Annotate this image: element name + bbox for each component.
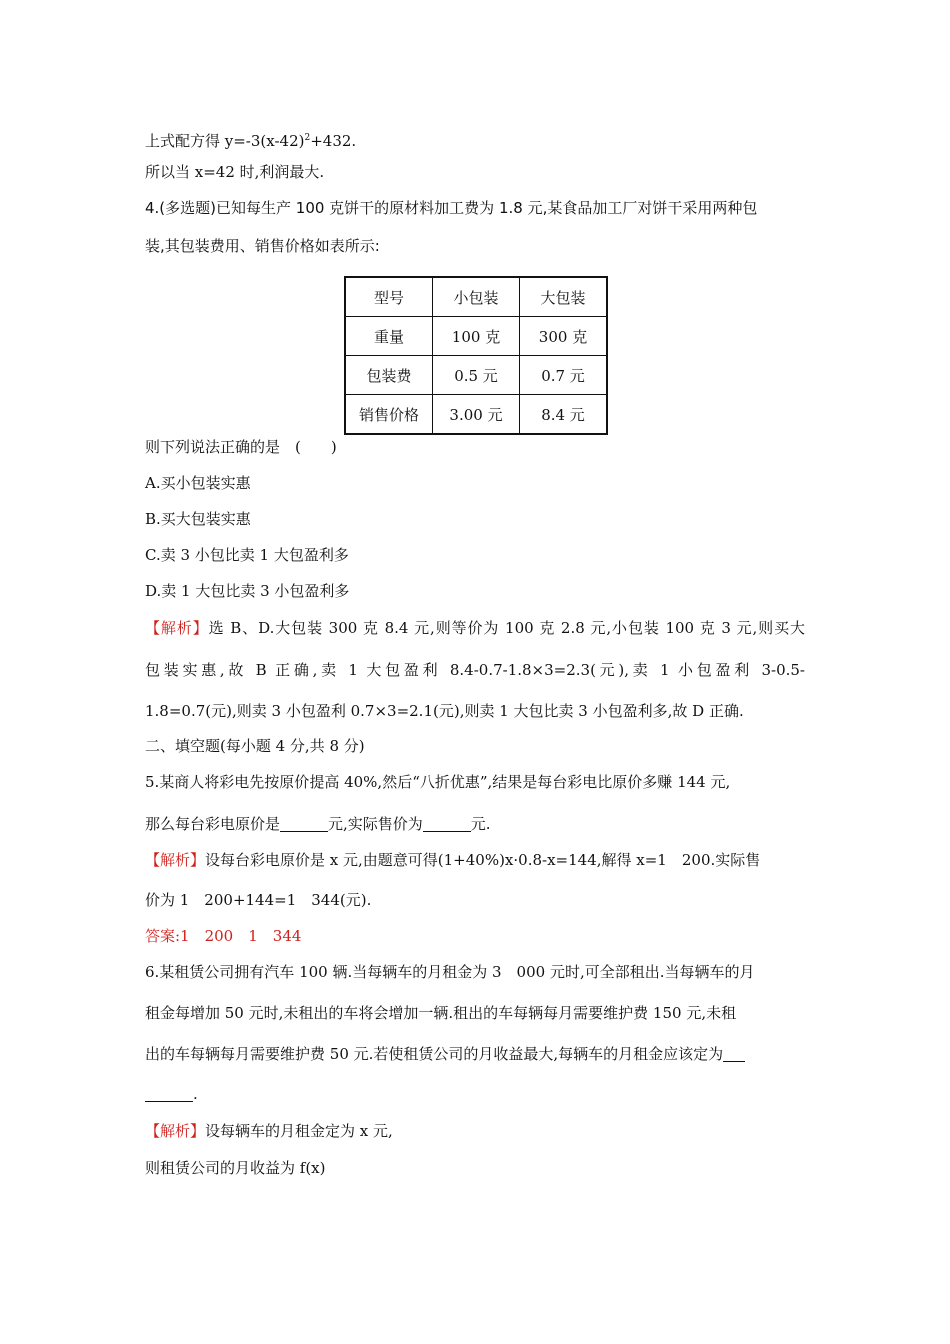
fill-blank bbox=[423, 815, 471, 832]
option-a: A.买小包装实惠 bbox=[145, 474, 251, 492]
table-row bbox=[345, 277, 607, 317]
question-4-stem-cont: 装,其包装费用、销售价格如表所示: bbox=[145, 237, 380, 255]
formula-text: 上式配方得 y=-3(x-42) bbox=[145, 132, 305, 150]
superscript: 2 bbox=[304, 133, 311, 143]
table-cell: 3.00 元 bbox=[433, 395, 520, 435]
text-line: 所以当 x=42 时,利润最大. bbox=[145, 163, 325, 181]
table-cell: 8.4 元 bbox=[520, 395, 608, 435]
solution-4-line: 包装实惠,故 B 正确,卖 1 大包盈利 8.4-0.7-1.8×3=2.3(元),卖 1 小包盈利 3-0.5- bbox=[145, 661, 805, 679]
solution-4-line bbox=[145, 618, 805, 638]
table-cell: 0.5 元 bbox=[433, 356, 520, 395]
solution-6-line bbox=[145, 1121, 393, 1141]
solution-text: 设每辆车的月租金定为 x 元, bbox=[205, 1122, 393, 1140]
jiexi-label: 【解析】 bbox=[145, 1122, 206, 1140]
fill-blank bbox=[723, 1045, 745, 1062]
question-text: 元. bbox=[470, 815, 491, 833]
option-c: C.卖 3 小包比卖 1 大包盈利多 bbox=[145, 546, 349, 564]
table-cell: 型号 bbox=[345, 277, 433, 317]
formula-text: +432. bbox=[310, 132, 357, 150]
table-row bbox=[345, 395, 607, 435]
question-6-stem-cont bbox=[145, 1084, 198, 1104]
question-6-stem-cont bbox=[145, 1044, 745, 1064]
solution-text: 设每台彩电原价是 x 元,由题意可得(1+40%)x·0.8-x=144,解得 x=1 200.实际售 bbox=[205, 851, 761, 869]
table-cell: 重量 bbox=[345, 317, 433, 356]
table-cell: 包装费 bbox=[345, 356, 433, 395]
question-text: 那么每台彩电原价是 bbox=[145, 815, 281, 833]
solution-6-line: 则租赁公司的月收益为 f(x) bbox=[145, 1159, 326, 1177]
solution-5-line: 价为 1 200+144=1 344(元). bbox=[145, 891, 372, 909]
table-cell: 0.7 元 bbox=[520, 356, 608, 395]
question-text: 元,实际售价为 bbox=[328, 815, 423, 833]
table-row bbox=[345, 356, 607, 395]
solution-5-line bbox=[145, 850, 760, 870]
question-5-stem-cont bbox=[145, 814, 491, 834]
solution-text: 选 B、D.大包装 300 克 8.4 元,则等价为 100 克 2.8 元,小包装 100 克 3 元,则买大 bbox=[208, 619, 805, 637]
option-d: D.卖 1 大包比卖 3 小包盈利多 bbox=[145, 582, 350, 600]
question-text: 出的车每辆每月需要维护费 50 元.若使租赁公司的月收益最大,每辆车的月租金应该定为 bbox=[145, 1045, 724, 1063]
table-cell: 300 克 bbox=[520, 317, 608, 356]
table-cell: 销售价格 bbox=[345, 395, 433, 435]
question-6-stem-cont: 租金每增加 50 元时,未租出的车将会增加一辆.租出的车每辆每月需要维护费 150 元,未租 bbox=[145, 1004, 737, 1022]
answer-5: 答案:1 200 1 344 bbox=[145, 927, 302, 945]
question-4-stem: 4.(多选题)已知每生产 100 克饼干的原材料加工费为 1.8 元,某食品加工厂对饼干采用两种包 bbox=[145, 199, 758, 217]
fill-blank bbox=[280, 815, 328, 832]
question-5-stem: 5.某商人将彩电先按原价提高 40%,然后“八折优惠”,结果是每台彩电比原价多赚 144 元, bbox=[145, 773, 731, 791]
jiexi-label: 【解析】 bbox=[145, 619, 209, 637]
text-line bbox=[145, 128, 356, 151]
jiexi-label: 【解析】 bbox=[145, 851, 206, 869]
question-6-stem: 6.某租赁公司拥有汽车 100 辆.当每辆车的月租金为 3 000 元时,可全部租出.当每辆车的月 bbox=[145, 963, 755, 981]
question-4-ask: 则下列说法正确的是 ( ) bbox=[145, 438, 337, 456]
question-text: . bbox=[193, 1085, 198, 1103]
solution-4-line: 1.8=0.7(元),则卖 3 小包盈利 0.7×3=2.1(元),则卖 1 大包比卖 3 小包盈利多,故 D 正确. bbox=[145, 702, 744, 720]
fill-blank bbox=[145, 1085, 193, 1102]
table-row bbox=[345, 317, 607, 356]
section-heading: 二、填空题(每小题 4 分,共 8 分) bbox=[145, 737, 365, 755]
table-cell: 100 克 bbox=[433, 317, 520, 356]
option-b: B.买大包装实惠 bbox=[145, 510, 251, 528]
table-cell: 大包装 bbox=[520, 277, 608, 317]
table-cell: 小包装 bbox=[433, 277, 520, 317]
packaging-table bbox=[344, 276, 608, 435]
